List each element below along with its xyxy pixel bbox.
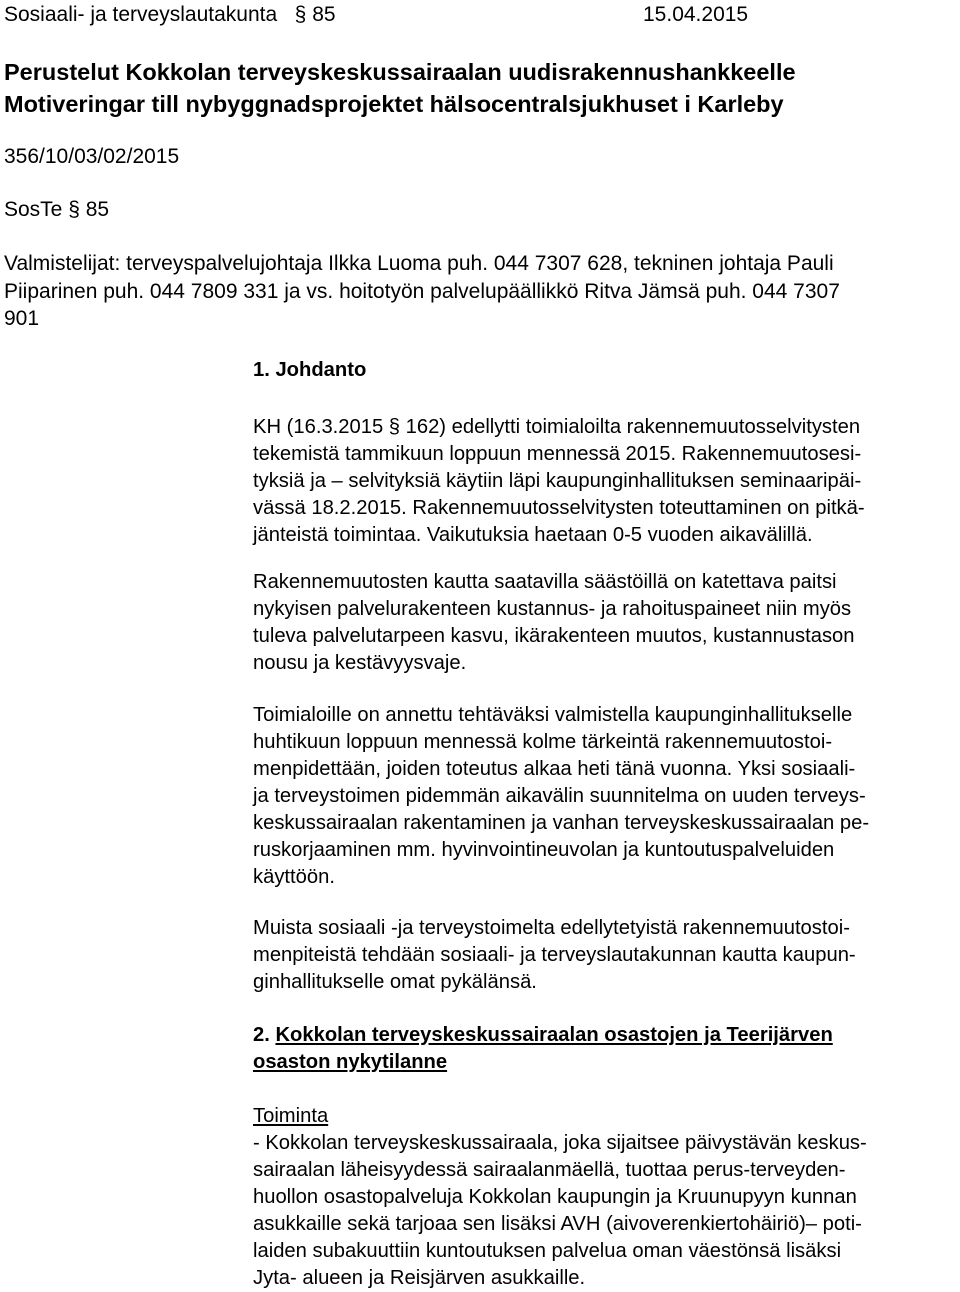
section1-paragraph-3 — [253, 702, 953, 891]
section1-paragraph-2 — [253, 569, 953, 677]
section2-heading — [253, 1022, 953, 1076]
text-line: Rakennemuutosten kautta saatavilla säästöillä on katettava paitsi — [253, 571, 837, 593]
text-line: Toimialoille on annettu tehtäväksi valmistella kaupunginhallitukselle — [253, 704, 853, 726]
section2-title: Kokkolan terveyskeskussairaalan osastojen ja Teerijärven — [275, 1024, 833, 1046]
section2-number: 2. — [253, 1024, 270, 1046]
text-line: huhtikuun loppuun mennessä kolme tärkeintä rakennemuutostoi- — [253, 731, 833, 753]
text-line: asukkaille sekä tarjoaa sen lisäksi AVH (aivoverenkiertohäiriö)– poti- — [253, 1213, 862, 1235]
preparers — [4, 250, 956, 333]
text-line: laiden subakuuttiin kuntoutuksen palvelua oman väestönsä lisäksi — [253, 1240, 842, 1262]
text-line: ginhallitukselle omat pykälänsä. — [253, 971, 537, 993]
text-line: jänteistä toimintaa. Vaikutuksia haetaan 0-5 vuoden aikavälillä. — [253, 524, 813, 546]
committee-header — [4, 2, 336, 28]
preparers-line: Piiparinen puh. 044 7809 331 ja vs. hoitotyön palvelupäällikkö Ritva Jämsä puh. 044 7307 — [4, 279, 840, 303]
text-line: tuleva palvelutarpeen kasvu, ikärakenteen muutos, kustannustason — [253, 625, 855, 647]
section-number: 85 — [312, 3, 336, 26]
text-line: sairaalan läheisyydessä sairaalanmäellä, tuottaa perus-terveyden- — [253, 1159, 846, 1181]
text-line: KH (16.3.2015 § 162) edellytti toimialoilta rakennemuutosselvitysten — [253, 416, 861, 438]
text-line: nykyisen palvelurakenteen kustannus- ja rahoituspaineet niin myös — [253, 598, 852, 620]
section1-paragraph-4 — [253, 915, 953, 996]
text-line: vässä 18.2.2015. Rakennemuutosselvitysten toteuttaminen on pitkä- — [253, 497, 865, 519]
text-line: Jyta- alueen ja Reisjärven asukkaille. — [253, 1267, 586, 1289]
section1-paragraph-1 — [253, 414, 953, 549]
text-line: menpiteistä tehdään sosiaali- ja terveyslautakunnan kautta kaupun- — [253, 944, 856, 966]
reference-number: 356/10/03/02/2015 — [4, 145, 180, 168]
section2-heading-line — [253, 1022, 953, 1049]
text-line: keskussairaalan rakentaminen ja vanhan terveyskeskussairaalan pe- — [253, 812, 870, 834]
preparers-line: 901 — [4, 307, 40, 330]
document-title — [4, 56, 796, 120]
text-line: nousu ja kestävyysvaje. — [253, 652, 467, 674]
committee-name: Sosiaali- ja terveyslautakunta — [4, 3, 278, 26]
section-symbol: § — [294, 3, 307, 26]
title-swedish: Motiveringar till nybyggnadsprojektet hälsocentralsjukhuset i Karleby — [4, 91, 784, 117]
text-line: tekemistä tammikuun loppuun mennessä 2015. Rakennemuutosesi- — [253, 443, 862, 465]
text-line: Muista sosiaali -ja terveystoimelta edellytetyistä rakennemuutostoi- — [253, 917, 850, 939]
title-finnish: Perustelut Kokkolan terveyskeskussairaalan uudisrakennushankkeelle — [4, 59, 796, 85]
section2-paragraph-1 — [253, 1130, 953, 1292]
text-line: huollon osastopalveluja Kokkolan kaupungin ja Kruunupyyn kunnan — [253, 1186, 857, 1208]
section2-heading-line: osaston nykytilanne — [253, 1051, 448, 1073]
preparers-line: Valmistelijat: terveyspalvelujohtaja Ilkka Luoma puh. 044 7307 628, tekninen johtaja Pauli — [4, 252, 834, 275]
meeting-date: 15.04.2015 — [643, 3, 749, 26]
text-line: ja terveystoimen pidemmän aikavälin suunnitelma on uuden terveys- — [253, 785, 866, 807]
text-line: tyksiä ja – selvityksiä käytiin läpi kaupunginhallituksen seminaaripäi- — [253, 470, 862, 492]
section2-subheading: Toiminta — [253, 1105, 329, 1127]
text-line: ruskorjaaminen mm. hyvinvointineuvolan ja kuntoutuspalveluiden — [253, 839, 835, 861]
text-line: - Kokkolan terveyskeskussairaala, joka sijaitsee päivystävän keskus- — [253, 1132, 867, 1154]
section1-heading: 1. Johdanto — [253, 359, 367, 381]
text-line: käyttöön. — [253, 866, 335, 888]
text-line: menpidettään, joiden toteutus alkaa heti tänä vuonna. Yksi sosiaali- — [253, 758, 856, 780]
soste-reference: SosTe § 85 — [4, 198, 110, 221]
